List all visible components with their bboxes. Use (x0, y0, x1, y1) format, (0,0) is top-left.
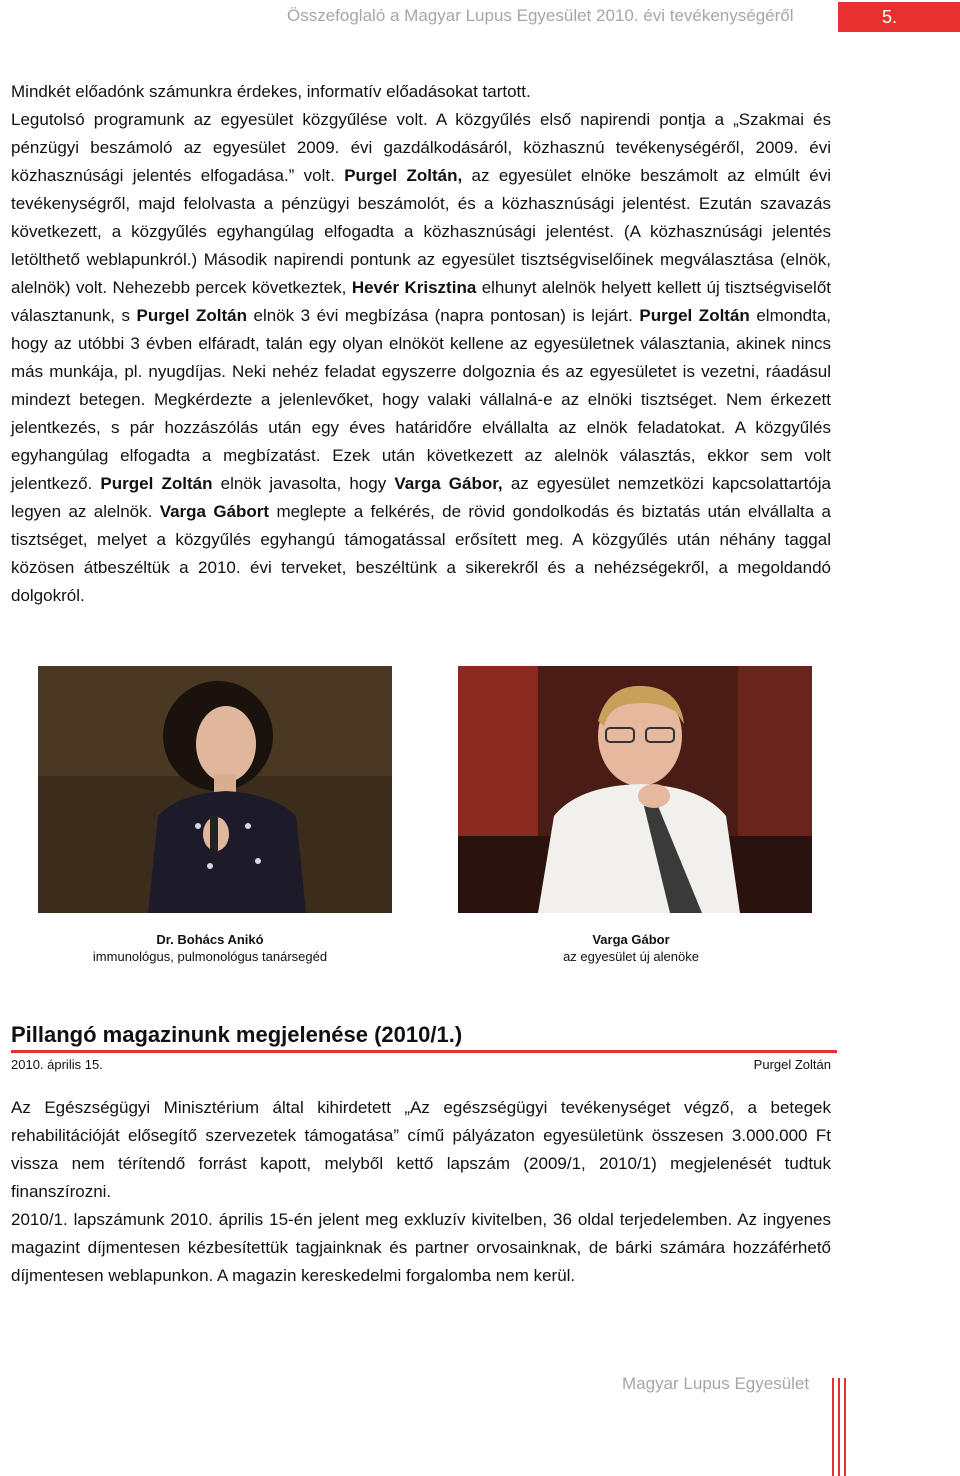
caption-role: az egyesület új alenöke (563, 949, 699, 964)
section-divider (11, 1050, 837, 1053)
caption-name: Varga Gábor (592, 932, 670, 947)
article-body-general-assembly (11, 78, 831, 610)
magazine-paragraph-funding: Az Egészségügyi Minisztérium által kihirdetett „Az egészségügyi tevékenységet végző, a betegek rehabilitációját elősegítő szervezetek támogatása” című pályázaton egyesületünk összesen 3.000.000 Ft vissza nem térítendő forrást kapott, melyből kettő lapszám (2009/1, 2010/1) megjelenését tudtuk finanszírozni. (11, 1098, 831, 1201)
section-date: 2010. április 15. (11, 1057, 103, 1072)
footer-decorative-lines (832, 1378, 846, 1476)
person-name: Purgel Zoltán (639, 306, 750, 325)
general-assembly-paragraph: Legutolsó programunk az egyesület közgyűlése volt. A közgyűlés első napirendi pontja a „Szakmai és pénzügyi beszámoló az egyesület 2009. évi gazdálkodásáról, közhasznú tevékenységéről, 2009. évi közhasznúsági jelentés elfogadása.” volt. Purgel Zoltán, az egyesület elnöke beszámolt az elmúlt évi tevékenységről, majd felolvasta a pénzügyi beszámolót, és a közhasznúsági jelentést. Ezután szavazás következett, a közgyűlés egyhangúlag elfogadta a közhasznúsági jelentést. (A közhasznúsági jelentés letölthető weblapunkról.) Második napirendi pontunk az egyesület tisztségviselőinek megválasztása (elnök, alelnök) volt. Nehezebb percek következtek, Hevér Krisztina elhunyt alelnök helyett kellett új tisztségviselőt választanunk, s Purgel Zoltán elnök 3 évi megbízása (napra pontosan) is lejárt. Purgel Zoltán elmondta, hogy az utóbbi 3 évben elfáradt, talán egy olyan elnököt kellene az egyesületnek választania, akinek nincs más munkája, pl. nyugdíjas. Neki nehéz feladat egyszerre dolgoznia és az egyesületet is vezetni, ráadásul mindezt betegen. Megkérdezte a jelenlevőket, hogy valaki vállalná-e az elnöki tisztséget. Nem érkezett jelentkezés, s pár hozzászólás után egy éves határidőre elvállalta az elnök feladatokat. A közgyűlés egyhangúlag elfogadta a megbízatást. Ezek után következett az alelnök választás, ekkor sem volt jelentkező. Purgel Zoltán elnök javasolta, hogy Varga Gábor, az egyesület nemzetközi kapcsolattartója legyen az alelnök. Varga Gábort meglepte a felkérés, de rövid gondolkodás és biztatás után elvállalta a tisztséget, melyet a közgyűlés egyhangú támogatással erősített meg. A közgyűlés után néhány taggal közösen átbeszéltük a 2010. évi terveket, beszéltünk a sikerekről és a nehézségekről, a megoldandó dolgokról. (11, 110, 832, 605)
caption-name: Dr. Bohács Anikó (156, 932, 264, 947)
person-name: Varga Gábor, (394, 474, 503, 493)
page-number-badge: 5. (838, 2, 960, 32)
person-name: Varga Gábort (159, 502, 270, 521)
photo-speaker-woman (38, 666, 392, 913)
running-header-title: Összefoglaló a Magyar Lupus Egyesület 2010. évi tevékenységéről (287, 6, 794, 25)
footer-organization: Magyar Lupus Egyesület (622, 1374, 810, 1393)
person-name: Purgel Zoltán (136, 306, 247, 325)
caption-role: immunológus, pulmonológus tanársegéd (92, 949, 328, 964)
photo-caption-right (466, 931, 796, 965)
photo-caption-left (45, 931, 375, 965)
person-name: Purgel Zoltán, (344, 166, 463, 185)
photo-man-with-glasses (458, 666, 812, 913)
person-name: Hevér Krisztina (351, 278, 477, 297)
section-author: Purgel Zoltán (753, 1057, 831, 1072)
magazine-paragraph-release: 2010/1. lapszámunk 2010. április 15-én jelent meg exkluzív kivitelben, 36 oldal terjedelemben. Az ingyenes magazint díjmentesen kézbesítettük tagjainknak és partner orvosainknak, de bárki számára hozzáférhető díjmentesen weblapunkon. A magazin kereskedelmi forgalomba nem kerül. (11, 1210, 831, 1285)
section-heading: Pillangó magazinunk megjelenése (2010/1.) (11, 1022, 463, 1047)
article-body-magazine (11, 1094, 831, 1290)
person-name: Purgel Zoltán (100, 474, 213, 493)
intro-line: Mindkét előadónk számunkra érdekes, informatív előadásokat tartott. (11, 82, 531, 101)
